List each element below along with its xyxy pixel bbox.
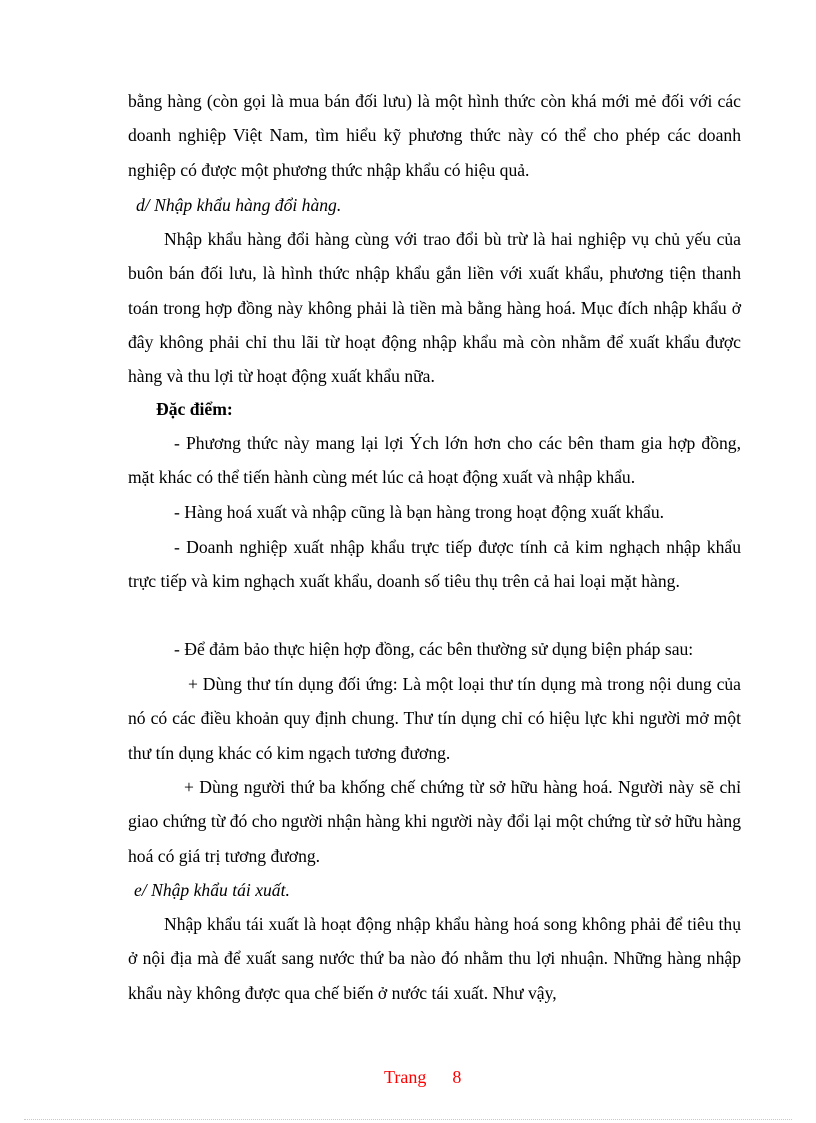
page-footer	[366, 1046, 461, 1109]
page-bottom-divider	[24, 1119, 792, 1120]
bullet-benefit: - Phương thức này mang lại lợi Ých lớn hơn cho các bên tham gia hợp đồng, mặt khác có thể tiến hành cùng mét lúc cả hoạt động xuất và nhập khẩu.	[128, 433, 741, 488]
page-label: Trang	[384, 1067, 427, 1087]
bullet-goods: - Hàng hoá xuất và nhập cũng là bạn hàng trong hoạt động xuất khẩu.	[174, 502, 665, 522]
bullet-guarantee: - Để đảm bảo thực hiện hợp đồng, các bên thường sử dụng biện pháp sau:	[174, 639, 694, 659]
page-number: 8	[452, 1067, 462, 1087]
sub-item-third-party: + Dùng người thứ ba khống chế chứng từ sở hữu hàng hoá. Người này sẽ chỉ giao chứng từ đó cho người nhận hàng khi người này đổi lại một chứng từ sở hữu hàng hoá có giá trị tương đương.	[128, 777, 741, 866]
paragraph-reexport: Nhập khẩu tái xuất là hoạt động nhập khẩu hàng hoá song không phải để tiêu thụ ở nội địa mà để xuất sang nước thứ ba nào đó nhằm thu lợi nhuận. Những hàng nhập khẩu này không được qua chế biến ở nước tái xuất. Như vậy,	[128, 914, 741, 1003]
features-heading: Đặc điểm:	[156, 399, 233, 419]
bullet-turnover: - Doanh nghiệp xuất nhập khẩu trực tiếp được tính cả kim nghạch nhập khẩu trực tiếp và kim nghạch xuất khẩu, doanh số tiêu thụ trên cả hai loại mặt hàng.	[128, 537, 741, 592]
sub-item-letter-of-credit: + Dùng thư tín dụng đối ứng: Là một loại thư tín dụng mà trong nội dung của nó có các điều khoản quy định chung. Thư tín dụng chỉ có hiệu lực khi người mở một thư tín dụng khác có kim ngạch tương đương.	[128, 674, 741, 763]
paragraph-barter: Nhập khẩu hàng đổi hàng cùng với trao đổi bù trừ là hai nghiệp vụ chủ yếu của buôn bán đối lưu, là hình thức nhập khẩu gắn liền với xuất khẩu, phương tiện thanh toán trong hợp đồng này không phải là tiền mà bằng hàng hoá. Mục đích nhập khẩu ở đây không phải chỉ thu lãi từ hoạt động nhập khẩu mà còn nhằm để xuất khẩu được hàng và thu lợi từ hoạt động xuất khẩu nữa.	[128, 229, 741, 387]
section-heading-e: e/ Nhập khẩu tái xuất.	[134, 880, 290, 900]
section-heading-d: d/ Nhập khẩu hàng đổi hàng.	[136, 195, 342, 215]
paragraph-intro: bằng hàng (còn gọi là mua bán đối lưu) là một hình thức còn khá mới mẻ đối với các doanh nghiệp Việt Nam, tìm hiểu kỹ phương thức này có thể cho phép các doanh nghiệp có được một phương thức nhập khẩu có hiệu quả.	[128, 91, 741, 180]
